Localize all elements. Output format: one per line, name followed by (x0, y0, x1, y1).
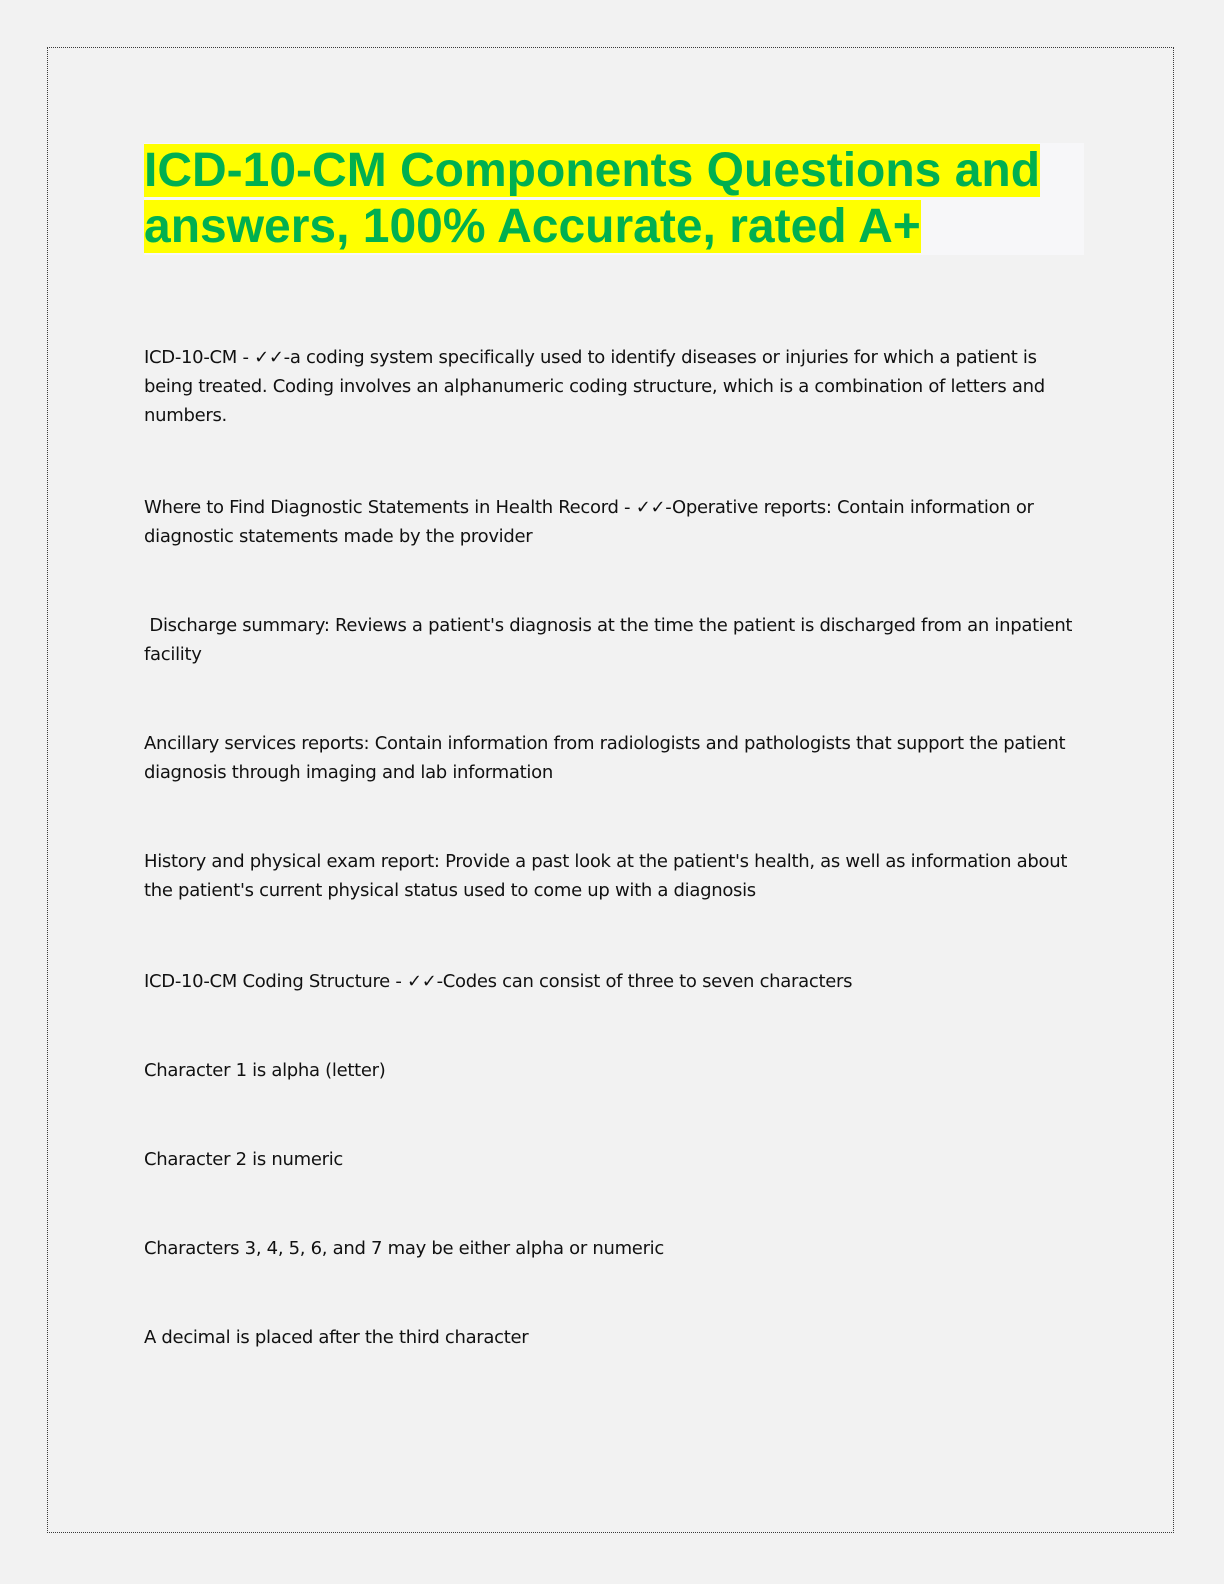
document-title (144, 143, 1084, 255)
paragraph-discharge-summary (144, 611, 1078, 669)
body-text: Character 1 is alpha (letter) (144, 1060, 386, 1081)
check-icon: ✓✓ (407, 971, 437, 992)
body-text: Characters 3, 4, 5, 6, and 7 may be either alpha or numeric (144, 1238, 664, 1259)
paragraph-history-physical (144, 847, 1074, 905)
term-label: ICD-10-CM Coding Structure - (144, 971, 407, 992)
paragraph-decimal (144, 1323, 1074, 1352)
title-block (144, 143, 1084, 255)
body-text: A decimal is placed after the third character (144, 1327, 529, 1348)
term-label: Where to Find Diagnostic Statements in Health Record - (144, 497, 636, 518)
paragraph-coding-structure (144, 967, 1074, 996)
body-text: Character 2 is numeric (144, 1149, 343, 1170)
answer-text: -Codes can consist of three to seven characters (436, 971, 853, 992)
paragraph-ancillary-services (144, 729, 1074, 787)
title-line-1: ICD-10-CM Components Questions and (144, 144, 1041, 197)
paragraph-character-1 (144, 1056, 1074, 1085)
paragraph-diagnostic-statements (144, 493, 1074, 551)
answer-text: -Operative reports: Contain information or diagnostic statements made by the provider (144, 497, 1034, 547)
term-label: ICD-10-CM - (144, 347, 255, 368)
check-icon: ✓✓ (254, 347, 284, 368)
page-border (47, 47, 1174, 1533)
paragraph-characters-3-7 (144, 1234, 1074, 1263)
paragraph-character-2 (144, 1145, 1074, 1174)
body-text: Ancillary services reports: Contain information from radiologists and pathologists that support the patient diagnosis through imaging and lab information (144, 733, 1066, 783)
paragraph-icd10cm-definition (144, 343, 1074, 430)
title-line-2: answers, 100% Accurate, rated A+ (144, 200, 921, 253)
check-icon: ✓✓ (635, 497, 666, 518)
answer-text: -a coding system specifically used to identify diseases or injuries for which a patient is being treated. Coding involves an alphanumeric coding structure, which is a combination of letters and numbers. (144, 347, 1045, 426)
body-text: History and physical exam report: Provide a past look at the patient's health, as well as information about the patient's current physical status used to come up with a diagnosis (144, 851, 1068, 901)
body-text: Discharge summary: Reviews a patient's diagnosis at the time the patient is discharged from an inpatient facility (144, 615, 1078, 665)
